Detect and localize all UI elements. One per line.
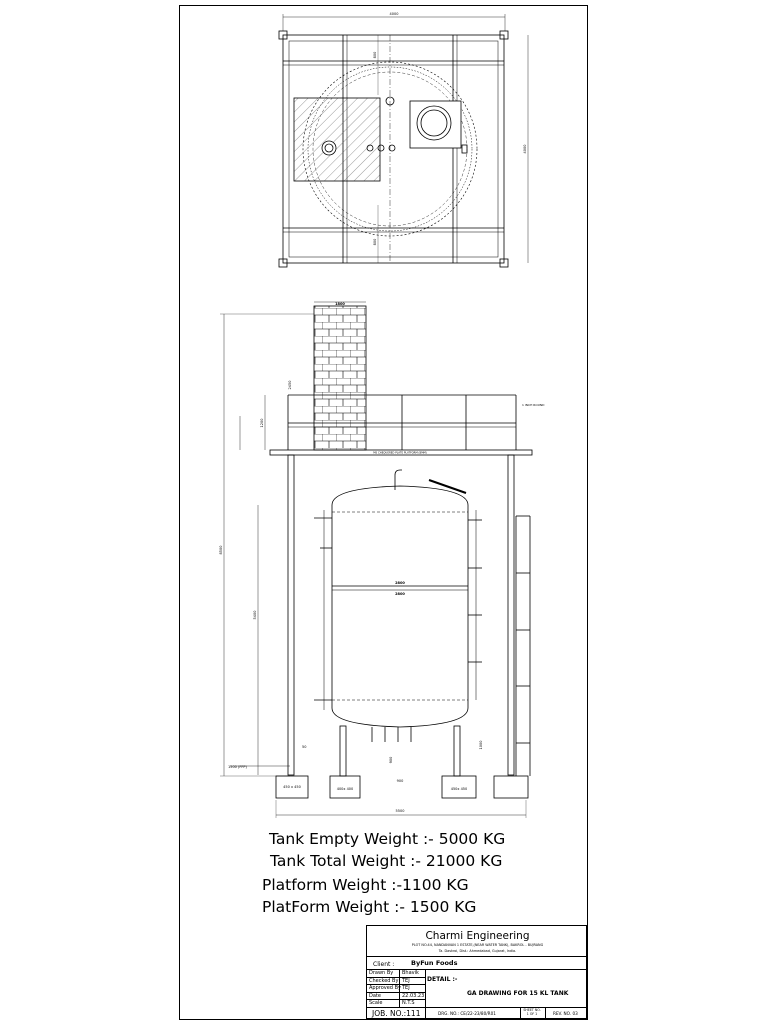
- company-name: Charmi Engineering: [425, 930, 530, 942]
- base-plate-right: 450x 450: [450, 787, 468, 791]
- checked-by-label: Checked By: [369, 978, 399, 984]
- dim-upper-height: 2450: [288, 380, 292, 390]
- elevation-view: [220, 302, 532, 818]
- drawn-by-label: Drawn By: [369, 970, 394, 976]
- client-value: ByFun Foods: [411, 959, 458, 967]
- approved-by-value: TEJ: [402, 985, 410, 991]
- dim-top-offset: 800: [373, 51, 377, 59]
- dim-base-gap: 900: [389, 756, 393, 764]
- sheet-label: SHEET NO.: [523, 1008, 541, 1012]
- client-label: Client :: [373, 961, 395, 968]
- dim-railing-height: 1200: [260, 418, 264, 428]
- plan-view: [279, 14, 528, 267]
- platform-weight-2: PlatForm Weight :- 1500 KG: [262, 898, 477, 916]
- sheet-number: [522, 1008, 542, 1016]
- tb-col-3: [520, 1007, 521, 1020]
- sheet-value: 1 OF 1: [526, 1012, 538, 1016]
- tb-divider-3: [367, 1007, 588, 1008]
- tb-divider-2: [367, 969, 588, 970]
- dim-overall-height: 8500: [219, 545, 223, 555]
- approved-by-label: Approved By: [369, 985, 401, 991]
- title-block: [366, 925, 587, 1019]
- tb-divider-1: [367, 956, 588, 957]
- dim-diameter-1: 2800: [395, 581, 405, 585]
- company-address-1: PLOT NO.44, NANDANVAN 1 ESTATE,(NEAR WATER TANK), BAKROL - BUJRANG: [411, 943, 544, 947]
- dim-shell-height: 5400: [253, 610, 257, 620]
- ground-level-label: 1500 (FFP): [228, 765, 247, 769]
- hand-railing-note: 1 INCH ROUND: [522, 403, 545, 407]
- platform-note: MS CHEQUERED PLATE PLATFORM (8MM): [373, 451, 427, 455]
- scale-label: Scale: [369, 1000, 383, 1006]
- tank-total-weight: Tank Total Weight :- 21000 KG: [270, 852, 503, 870]
- detail-value: GA DRAWING FOR 15 KL TANK: [467, 990, 569, 997]
- dim-top-depth: 4000: [523, 144, 527, 154]
- checked-by-value: TEJ: [402, 978, 410, 984]
- job-number: JOB. NO.:111: [372, 1009, 421, 1018]
- platform-weight-1: Platform Weight :-1100 KG: [262, 876, 469, 894]
- dim-top-width: 4000: [389, 12, 399, 16]
- base-plate-left: 450 x 450: [283, 785, 301, 789]
- company-address-2: Ta. Daskroi, Dist.: Ahmedabad, Gujarat, India.: [438, 949, 517, 953]
- revision-number: REV. NO. 03: [553, 1011, 578, 1016]
- dim-leg-size: 900: [396, 779, 404, 783]
- weights-block: [262, 828, 582, 918]
- dim-overall-width: 5500: [395, 809, 405, 813]
- drawing-number: DRG. NO.: CE/22-23/80/R01: [438, 1011, 496, 1016]
- dim-bottom-offset: 800: [373, 238, 377, 246]
- drawn-by-value: Bhavik: [402, 970, 419, 976]
- dim-leg-height: 1000: [479, 740, 483, 750]
- dim-diameter-2: 2800: [395, 592, 405, 596]
- date-label: Date: [369, 993, 381, 999]
- base-plate-mid: 400x 400: [336, 787, 354, 791]
- date-value: 22.03.23: [402, 993, 425, 999]
- dim-chimney-width: 1800: [335, 302, 345, 306]
- detail-label: DETAIL :-: [427, 976, 458, 983]
- tb-col-4: [545, 1007, 546, 1020]
- scale-value: N.T.S: [402, 1000, 415, 1006]
- dim-nozzle-offset: 50: [302, 745, 307, 749]
- tb-col-2: [425, 969, 426, 1020]
- tank-empty-weight: Tank Empty Weight :- 5000 KG: [269, 830, 506, 848]
